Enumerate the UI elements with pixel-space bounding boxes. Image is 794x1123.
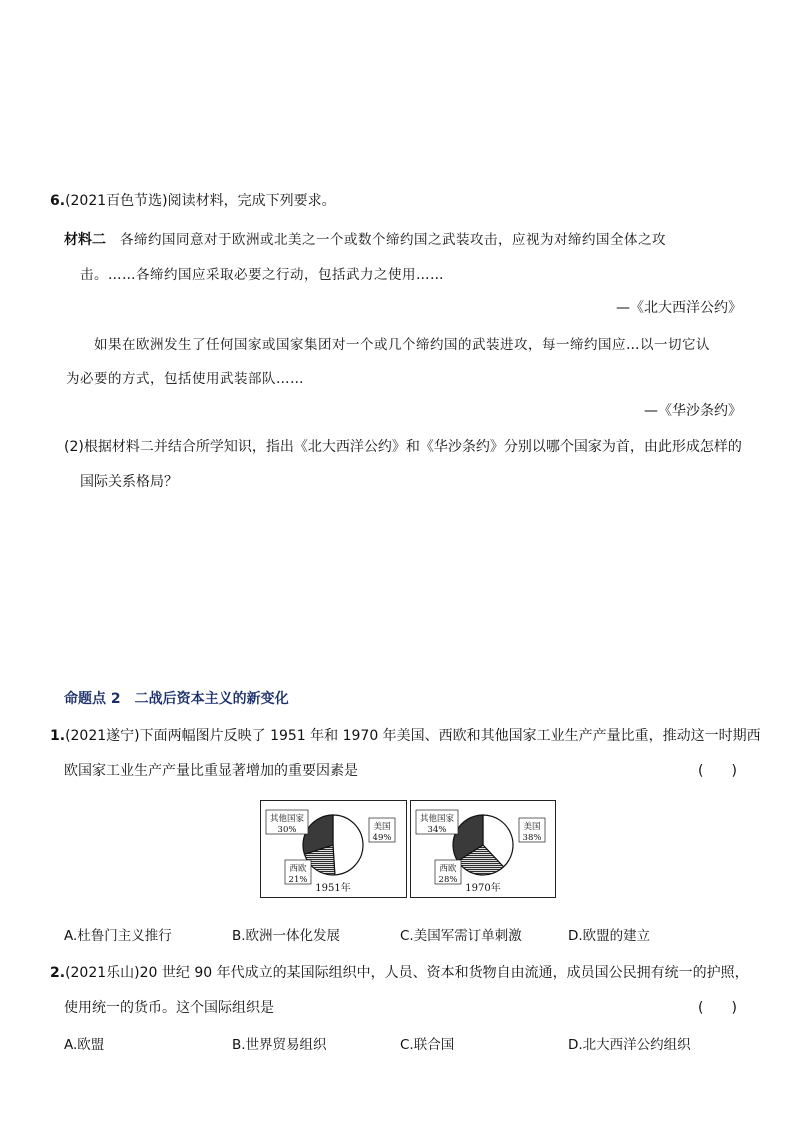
pie-label-western-europe <box>285 860 311 885</box>
pie-chart-1951-svg <box>261 801 406 897</box>
pie-label-text-western-europe-0: 西欧 <box>289 864 307 874</box>
section-title: 命题点 2 二战后资本主义的新变化 <box>64 691 289 707</box>
q6-material-line1 <box>64 228 666 249</box>
q6-para1-line1: 各缔约国同意对于欧洲或北美之一个或数个缔约国之武装攻击，应视为对缔约国全体之攻 <box>120 232 666 248</box>
q1-line1 <box>50 725 761 745</box>
q6-para2-line1: 如果在欧洲发生了任何国家或国家集团对一个或几个缔约国的武装进攻，每一缔约国应…以一切它认 <box>94 337 710 353</box>
pie-label-other-countries <box>266 810 308 835</box>
q6-number: 6. <box>50 193 66 209</box>
pie-chart-1970 <box>410 800 556 898</box>
q6-sub-line1: (2)根据材料二并结合所学知识，指出《北大西洋公约》和《华沙条约》分别以哪个国家为首，由此形成怎样的 <box>64 439 742 455</box>
q6-para2-line2: 为必要的方式，包括使用武装部队…… <box>66 371 304 387</box>
q2-option-d[interactable]: D.北大西洋公约组织 <box>568 1037 691 1053</box>
pie-label-text-western-europe-0: 西欧 <box>439 864 457 874</box>
q2-option-c[interactable]: C.联合国 <box>400 1037 455 1053</box>
pie-label-text-other-countries-0: 其他国家 <box>419 814 455 824</box>
pie-label-text-us-1: 49% <box>372 833 392 843</box>
q2-number: 2. <box>50 965 66 981</box>
q1-option-b[interactable]: B.欧洲一体化发展 <box>232 928 341 944</box>
q6-source2: —《华沙条约》 <box>644 403 742 419</box>
q1-line2: 欧国家工业生产产量比重显著增加的重要因素是 <box>64 763 358 779</box>
q6-stem: (2021百色节选)阅读材料，完成下列要求。 <box>65 193 336 209</box>
q1-number: 1. <box>50 728 66 744</box>
q2-line2: 使用统一的货币。这个国际组织是 <box>64 1000 274 1016</box>
q2-option-b[interactable]: B.世界贸易组织 <box>232 1037 327 1053</box>
q1-answer-paren: ( ) <box>698 763 737 779</box>
pie-label-text-us-1: 38% <box>522 833 542 843</box>
q2-answer-paren: ( ) <box>698 1000 737 1016</box>
pie-slice-us <box>333 815 363 875</box>
pie-label-text-other-countries-1: 30% <box>277 825 297 835</box>
pie-label-text-other-countries-1: 34% <box>427 825 447 835</box>
pie-chart-title: 1951年 <box>315 883 351 894</box>
q6-material-title: 材料二 <box>64 232 106 248</box>
q6-para1-line2: 击。……各缔约国应采取必要之行动，包括武力之使用…… <box>80 267 444 283</box>
pie-chart-title: 1970年 <box>465 883 501 894</box>
pie-chart-1970-svg <box>411 801 555 897</box>
q2-option-a[interactable]: A.欧盟 <box>64 1037 105 1053</box>
pie-chart-1951 <box>260 800 407 898</box>
pie-label-us <box>519 818 545 843</box>
q1-text-line1: (2021遂宁)下面两幅图片反映了 1951 年和 1970 年美国、西欧和其他国家工业生产产量比重，推动这一时期西 <box>65 728 761 744</box>
q6-stem-line <box>50 190 336 210</box>
pie-label-text-us-0: 美国 <box>373 822 391 832</box>
q2-line1 <box>50 962 749 982</box>
pie-label-text-other-countries-0: 其他国家 <box>269 814 305 824</box>
q1-option-a[interactable]: A.杜鲁门主义推行 <box>64 928 172 944</box>
q1-option-d[interactable]: D.欧盟的建立 <box>568 928 651 944</box>
pie-label-western-europe <box>435 860 461 885</box>
pie-label-other-countries <box>416 810 458 835</box>
q6-sub-line2: 国际关系格局？ <box>80 474 178 490</box>
q6-source1: —《北大西洋公约》 <box>616 300 742 316</box>
pie-label-text-us-0: 美国 <box>523 822 541 832</box>
pie-label-us <box>369 818 395 843</box>
q2-text-line1: (2021乐山)20 世纪 90 年代成立的某国际组织中，人员、资本和货物自由流通，成员国公民拥有统一的护照， <box>65 965 749 981</box>
pie-label-text-western-europe-1: 28% <box>438 875 458 885</box>
pie-label-text-western-europe-1: 21% <box>288 875 308 885</box>
q1-option-c[interactable]: C.美国军需订单刺激 <box>400 928 522 944</box>
